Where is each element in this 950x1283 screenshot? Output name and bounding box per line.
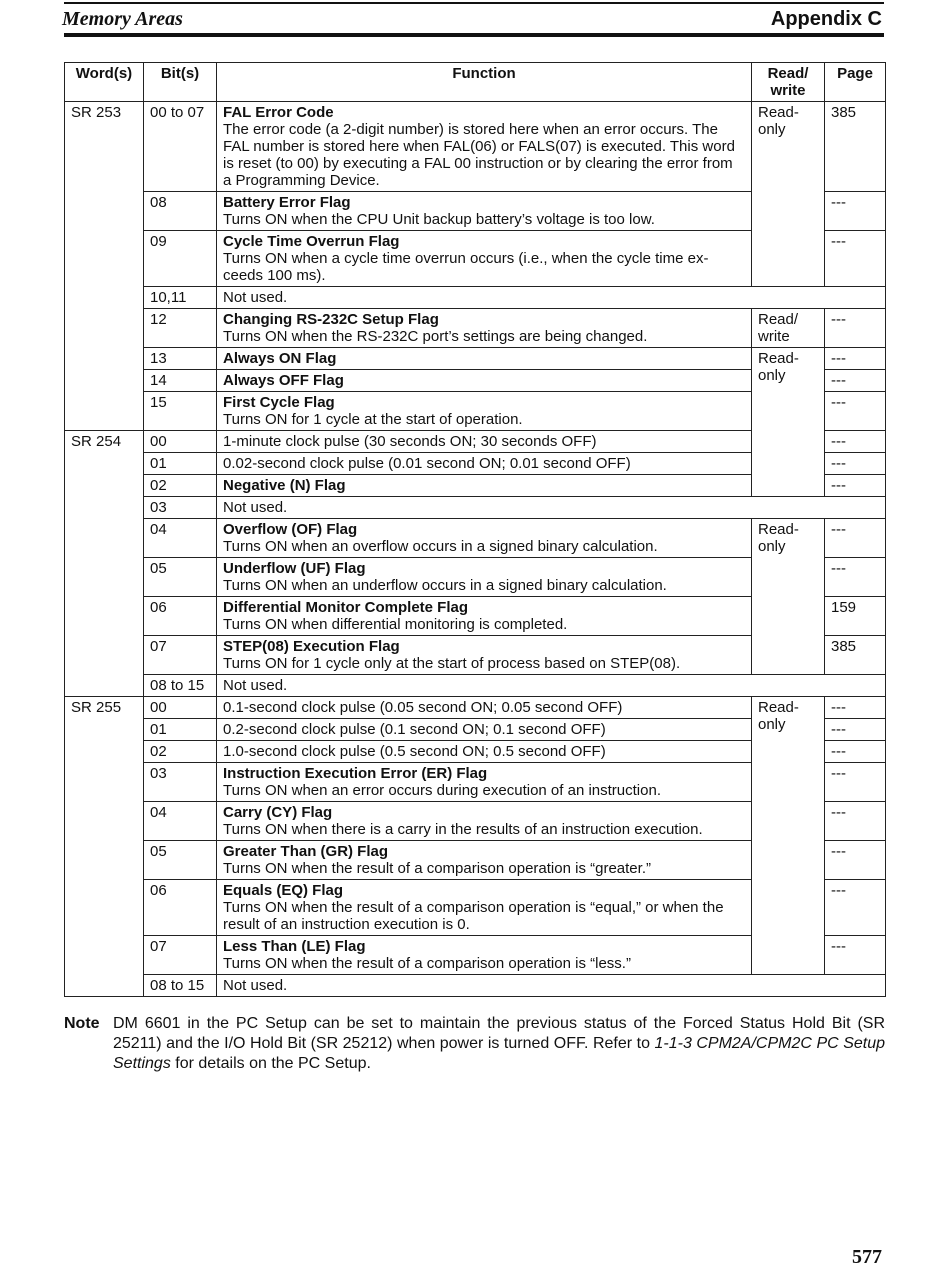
bits-cell: 10,11 bbox=[144, 287, 217, 309]
page-cell: --- bbox=[825, 370, 886, 392]
word-cell: SR 253 bbox=[65, 102, 144, 431]
table-row bbox=[65, 102, 886, 192]
function-desc: Turns ON when an underflow occurs in a signed binary calculation. bbox=[223, 577, 667, 594]
function-title: Overflow (OF) Flag bbox=[223, 521, 358, 538]
function-desc: Turns ON when the result of a comparison operation is “less.” bbox=[223, 955, 631, 972]
function-cell bbox=[217, 231, 752, 287]
word-cell: SR 255 bbox=[65, 697, 144, 997]
rw-cell: Read- only bbox=[752, 697, 825, 975]
function-title: STEP(08) Execution Flag bbox=[223, 638, 400, 655]
col-header-function: Function bbox=[217, 63, 752, 102]
function-desc: Turns ON when an overflow occurs in a signed binary calculation. bbox=[223, 538, 658, 555]
section-title: Memory Areas bbox=[62, 8, 183, 30]
function-title: Negative (N) Flag bbox=[223, 477, 346, 494]
page-cell: --- bbox=[825, 348, 886, 370]
function-desc: Turns ON when the result of a comparison operation is “greater.” bbox=[223, 860, 651, 877]
bits-cell: 08 to 15 bbox=[144, 675, 217, 697]
function-title: FAL Error Code bbox=[223, 104, 334, 121]
table-row bbox=[65, 287, 886, 309]
function-title: Underflow (UF) Flag bbox=[223, 560, 366, 577]
function-title: Changing RS-232C Setup Flag bbox=[223, 311, 439, 328]
bits-cell: 15 bbox=[144, 392, 217, 431]
function-cell bbox=[217, 558, 752, 597]
function-title: Greater Than (GR) Flag bbox=[223, 843, 389, 860]
function-cell: 0.1-second clock pulse (0.05 second ON; 0.05 second OFF) bbox=[217, 697, 752, 719]
function-title: Carry (CY) Flag bbox=[223, 804, 333, 821]
function-cell bbox=[217, 936, 752, 975]
page-cell: 159 bbox=[825, 597, 886, 636]
bits-cell: 03 bbox=[144, 497, 217, 519]
table-row bbox=[65, 697, 886, 719]
bits-cell: 02 bbox=[144, 741, 217, 763]
function-cell bbox=[217, 192, 752, 231]
page-cell: --- bbox=[825, 453, 886, 475]
col-header-page: Page bbox=[825, 63, 886, 102]
word-cell: SR 254 bbox=[65, 431, 144, 697]
function-cell: 0.02-second clock pulse (0.01 second ON; 0.01 second OFF) bbox=[217, 453, 752, 475]
page-cell: --- bbox=[825, 880, 886, 936]
bits-cell: 01 bbox=[144, 453, 217, 475]
function-desc: Turns ON when the RS-232C port’s settings are being changed. bbox=[223, 328, 648, 345]
table-row bbox=[65, 348, 886, 370]
col-header-rw: Read/ write bbox=[752, 63, 825, 102]
function-desc: Turns ON for 1 cycle only at the start of process based on STEP(08). bbox=[223, 655, 681, 672]
bits-cell: 00 bbox=[144, 431, 217, 453]
function-cell bbox=[217, 309, 752, 348]
page-cell: 385 bbox=[825, 636, 886, 675]
bits-cell: 00 bbox=[144, 697, 217, 719]
bits-cell: 08 bbox=[144, 192, 217, 231]
bits-cell: 06 bbox=[144, 597, 217, 636]
function-desc: Turns ON when a cycle time overrun occurs (i.e., when the cycle time ex-ceeds 100 ms). bbox=[223, 250, 709, 284]
rw-cell: Read/ write bbox=[752, 309, 825, 348]
function-title: Less Than (LE) Flag bbox=[223, 938, 366, 955]
col-header-word: Word(s) bbox=[65, 63, 144, 102]
function-cell bbox=[217, 519, 752, 558]
bits-cell: 08 to 15 bbox=[144, 975, 217, 997]
function-desc: The error code (a 2-digit number) is stored here when an error occurs. The FAL number is stored here when FAL(06) or FALS(07) is executed. This word is reset (to 00) by executing a FAL 00 instruction or by clearing the error from a Programming Device. bbox=[223, 121, 735, 189]
bits-cell: 09 bbox=[144, 231, 217, 287]
function-cell bbox=[217, 370, 752, 392]
bits-cell: 14 bbox=[144, 370, 217, 392]
function-desc: Turns ON when the CPU Unit backup battery’s voltage is too low. bbox=[223, 211, 655, 228]
function-desc: Turns ON when differential monitoring is completed. bbox=[223, 616, 568, 633]
bits-cell: 01 bbox=[144, 719, 217, 741]
function-title: Equals (EQ) Flag bbox=[223, 882, 344, 899]
function-cell bbox=[217, 597, 752, 636]
bits-cell: 06 bbox=[144, 880, 217, 936]
bits-cell: 00 to 07 bbox=[144, 102, 217, 192]
bits-cell: 02 bbox=[144, 475, 217, 497]
bits-cell: 04 bbox=[144, 802, 217, 841]
page-cell: --- bbox=[825, 697, 886, 719]
page-cell: --- bbox=[825, 841, 886, 880]
function-title: Cycle Time Overrun Flag bbox=[223, 233, 400, 250]
page-cell: 385 bbox=[825, 102, 886, 192]
page-cell: --- bbox=[825, 719, 886, 741]
rw-cell: Read- only bbox=[752, 519, 825, 675]
page-cell: --- bbox=[825, 802, 886, 841]
function-cell bbox=[217, 348, 752, 370]
function-title: Always OFF Flag bbox=[223, 372, 344, 389]
table-row bbox=[65, 675, 886, 697]
function-desc: Turns ON when there is a carry in the results of an instruction execution. bbox=[223, 821, 703, 838]
function-title: Instruction Execution Error (ER) Flag bbox=[223, 765, 488, 782]
function-cell bbox=[217, 102, 752, 192]
note-text-b: for details on the PC Setup. bbox=[170, 1055, 371, 1072]
function-cell: Not used. bbox=[217, 975, 886, 997]
bits-cell: 04 bbox=[144, 519, 217, 558]
note-label: Note bbox=[64, 1015, 100, 1032]
bits-cell: 13 bbox=[144, 348, 217, 370]
bits-cell: 07 bbox=[144, 936, 217, 975]
header-rule-top bbox=[64, 2, 884, 4]
bits-cell: 07 bbox=[144, 636, 217, 675]
table-row bbox=[65, 497, 886, 519]
function-title: Battery Error Flag bbox=[223, 194, 351, 211]
function-cell bbox=[217, 880, 752, 936]
col-header-bits: Bit(s) bbox=[144, 63, 217, 102]
function-cell bbox=[217, 802, 752, 841]
function-cell bbox=[217, 763, 752, 802]
page-cell: --- bbox=[825, 936, 886, 975]
header-rule-bottom bbox=[64, 33, 884, 37]
page-cell: --- bbox=[825, 392, 886, 431]
rw-cell: Read- only bbox=[752, 102, 825, 287]
function-cell: 0.2-second clock pulse (0.1 second ON; 0.1 second OFF) bbox=[217, 719, 752, 741]
page-cell: --- bbox=[825, 231, 886, 287]
function-cell bbox=[217, 636, 752, 675]
bits-cell: 12 bbox=[144, 309, 217, 348]
page-cell: --- bbox=[825, 192, 886, 231]
rw-cell: Read- only bbox=[752, 348, 825, 497]
page-number: 577 bbox=[852, 1246, 882, 1268]
page-cell: --- bbox=[825, 519, 886, 558]
function-title: Differential Monitor Complete Flag bbox=[223, 599, 469, 616]
function-title: Always ON Flag bbox=[223, 350, 337, 367]
function-cell bbox=[217, 392, 752, 431]
function-desc: Turns ON when the result of a comparison operation is “equal,” or when the result of an instruction execution is 0. bbox=[223, 899, 724, 933]
appendix-title: Appendix C bbox=[770, 8, 882, 30]
page-cell: --- bbox=[825, 475, 886, 497]
table-header-row bbox=[65, 63, 886, 102]
note-text bbox=[113, 1014, 885, 1074]
sr-area-table bbox=[64, 62, 886, 997]
function-title: First Cycle Flag bbox=[223, 394, 335, 411]
table-row bbox=[65, 309, 886, 348]
function-cell: 1-minute clock pulse (30 seconds ON; 30 seconds OFF) bbox=[217, 431, 752, 453]
page-cell: --- bbox=[825, 763, 886, 802]
bits-cell: 05 bbox=[144, 841, 217, 880]
page-cell: --- bbox=[825, 309, 886, 348]
note-text-a: DM 6601 in the PC Setup can be set to maintain the previous status of the Forced Status Hold Bit (SR 25211) and the I/O Hold Bit (SR 25212) when power is turned OFF. Refer to bbox=[113, 1015, 885, 1052]
function-desc: Turns ON when an error occurs during execution of an instruction. bbox=[223, 782, 661, 799]
page-cell: --- bbox=[825, 431, 886, 453]
function-cell: 1.0-second clock pulse (0.5 second ON; 0.5 second OFF) bbox=[217, 741, 752, 763]
function-cell: Not used. bbox=[217, 287, 886, 309]
table-row bbox=[65, 975, 886, 997]
page-cell: --- bbox=[825, 558, 886, 597]
bits-cell: 03 bbox=[144, 763, 217, 802]
note-reference: 1-1-3 CPM2A/CPM2C PC Setup Settings bbox=[113, 1035, 885, 1072]
function-desc: Turns ON for 1 cycle at the start of operation. bbox=[223, 411, 523, 428]
table-row bbox=[65, 519, 886, 558]
function-cell bbox=[217, 841, 752, 880]
bits-cell: 05 bbox=[144, 558, 217, 597]
function-cell: Not used. bbox=[217, 497, 886, 519]
function-cell: Not used. bbox=[217, 675, 886, 697]
function-cell bbox=[217, 475, 752, 497]
page-cell: --- bbox=[825, 741, 886, 763]
